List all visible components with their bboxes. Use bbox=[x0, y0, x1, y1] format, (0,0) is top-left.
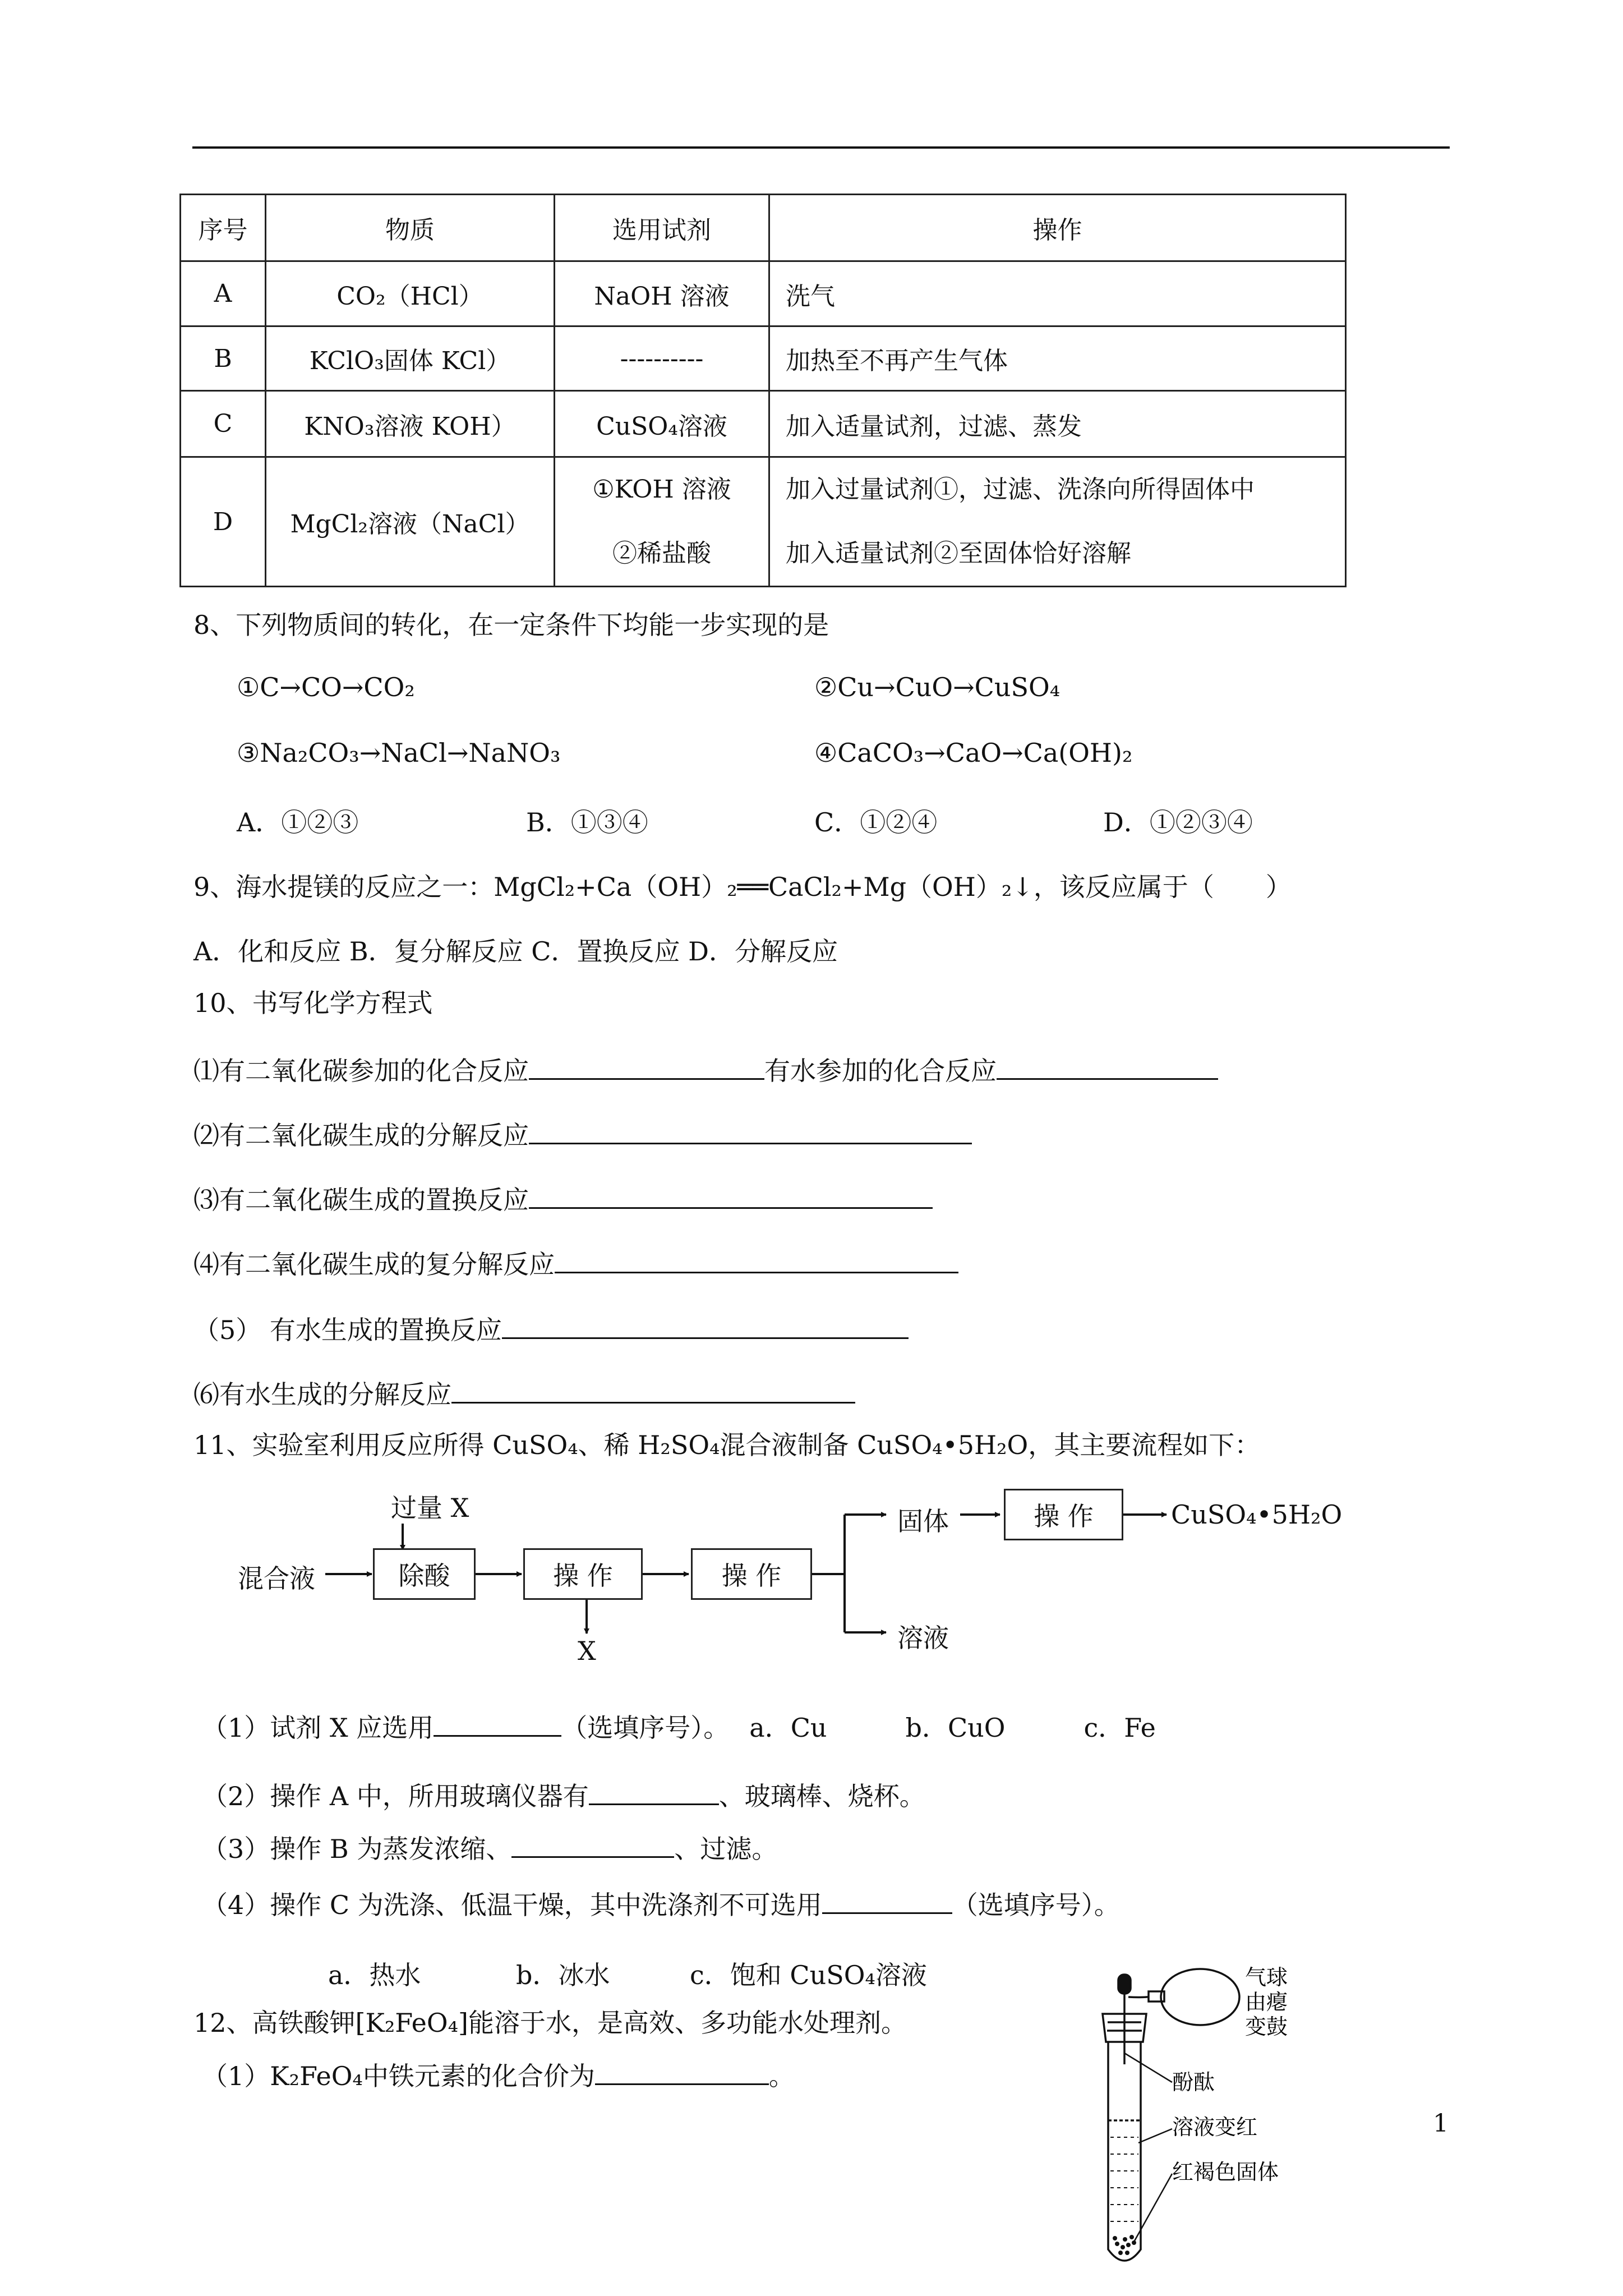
row-id: D bbox=[181, 457, 266, 587]
test-tube bbox=[1108, 2042, 1141, 2261]
q11-sub-2-after: 、玻璃棒、烧杯。 bbox=[718, 1781, 925, 1811]
q9-options: A．化和反应 B．复分解反应 C．置换反应 D．分解反应 bbox=[193, 936, 838, 967]
q11-sub-1-after: （选填序号）。 bbox=[561, 1713, 730, 1743]
flow-solid-label: 固体 bbox=[897, 1506, 949, 1536]
flow-box-step2: 操 作 bbox=[523, 1548, 643, 1600]
operation-2: 加入适量试剂②至固体恰好溶解 bbox=[786, 539, 1131, 568]
q10-part-1a-text: ⑴有二氧化碳参加的化合反应 bbox=[193, 1056, 529, 1086]
test-tube-figure bbox=[1088, 1958, 1357, 2272]
reagent-2: ②稀盐酸 bbox=[612, 539, 711, 568]
q10-part-6-text: ⑹有水生成的分解反应 bbox=[193, 1379, 451, 1410]
table-header: 序号 bbox=[181, 195, 266, 261]
q11-sub-1-opt-b: b．CuO bbox=[905, 1713, 1006, 1743]
q11-sub-1-opt-a: a．Cu bbox=[749, 1713, 827, 1743]
row-id: B bbox=[181, 326, 266, 391]
q11-sub-4-option-c: c．饱和 CuSO₄溶液 bbox=[690, 1960, 927, 1990]
pointer-phenol bbox=[1124, 2053, 1172, 2082]
row-reagent: ---------- bbox=[555, 326, 769, 391]
flow-box-step4: 操 作 bbox=[1004, 1489, 1123, 1540]
operation-1: 加入过量试剂①，过滤、洗涤向所得固体中 bbox=[786, 475, 1255, 504]
pointer-solid bbox=[1133, 2174, 1172, 2244]
red-solution-label: 溶液变红 bbox=[1172, 2115, 1258, 2139]
row-operation: 加热至不再产生气体 bbox=[769, 326, 1346, 391]
row-substance: KClO₃固体 KCl） bbox=[266, 326, 555, 391]
q8-option-d: D．①②③④ bbox=[1103, 807, 1253, 838]
q8-item-3: ③Na₂CO₃→NaCl→NaNO₃ bbox=[237, 738, 561, 768]
q8-item-1: ①C→CO→CO₂ bbox=[237, 672, 415, 702]
answer-blank[interactable] bbox=[589, 1803, 719, 1805]
answer-blank[interactable] bbox=[511, 1856, 674, 1858]
q11-sub-2 bbox=[202, 1776, 925, 1813]
answer-blank[interactable] bbox=[595, 2083, 769, 2085]
row-id: C bbox=[181, 391, 266, 457]
reagent-1: ①KOH 溶液 bbox=[592, 475, 731, 504]
q11-sub-4-text: （4）操作 C 为洗涤、低温干燥，其中洗涤剂不可选用 bbox=[202, 1890, 822, 1920]
q11-sub-3 bbox=[202, 1829, 777, 1866]
q11-sub-4 bbox=[202, 1885, 1120, 1922]
balloon-label-3: 变鼓 bbox=[1245, 2014, 1288, 2039]
q10-part-4-text: ⑷有二氧化碳生成的复分解反应 bbox=[193, 1249, 555, 1280]
q11-sub-1-opt-c: c．Fe bbox=[1083, 1713, 1156, 1743]
row-operation: 洗气 bbox=[769, 261, 1346, 326]
row-substance: CO₂（HCl） bbox=[266, 261, 555, 326]
flow-solution-label: 溶液 bbox=[897, 1623, 949, 1653]
q8-option-a: A．①②③ bbox=[237, 807, 359, 838]
flow-input-label: 混合液 bbox=[238, 1563, 315, 1594]
q11-sub-4-option-a: a．热水 bbox=[328, 1960, 421, 1990]
flow-product-label: CuSO₄•5H₂O bbox=[1171, 1499, 1343, 1530]
table-header: 选用试剂 bbox=[555, 195, 769, 261]
flow-box-step3: 操 作 bbox=[691, 1548, 812, 1600]
q10-part-5-text: （5） 有水生成的置换反应 bbox=[193, 1315, 502, 1345]
balloon-label-2: 由瘪 bbox=[1245, 1990, 1288, 2014]
q11-sub-1 bbox=[202, 1708, 1156, 1745]
q10-part-1b-text: 有水参加的化合反应 bbox=[764, 1056, 997, 1086]
pointer-solution bbox=[1138, 2129, 1172, 2143]
q11-sub-1-text: （1）试剂 X 应选用 bbox=[202, 1713, 434, 1743]
row-reagent: NaOH 溶液 bbox=[555, 261, 769, 326]
q12-sub-1-text: （1）K₂FeO₄中铁元素的化合价为 bbox=[202, 2061, 595, 2091]
q11-sub-4-after: （选填序号）。 bbox=[952, 1890, 1120, 1920]
dropper-bulb bbox=[1118, 1975, 1131, 1994]
flow-box-step1: 除酸 bbox=[373, 1548, 476, 1600]
flow-excess-label: 过量 X bbox=[391, 1493, 469, 1523]
q8-stem: 8、下列物质间的转化，在一定条件下均能一步实现的是 bbox=[193, 610, 829, 640]
q8-item-2: ②Cu→CuO→CuSO₄ bbox=[814, 672, 1061, 702]
q8-option-b: B．①③④ bbox=[526, 807, 648, 838]
balloon-icon bbox=[1161, 1969, 1239, 2025]
red-brown-solid-particles bbox=[1113, 2235, 1136, 2255]
answer-blank[interactable] bbox=[434, 1735, 561, 1737]
phenol-label: 酚酞 bbox=[1172, 2070, 1215, 2095]
page-number: 1 bbox=[1433, 2109, 1449, 2138]
row-substance: MgCl₂溶液（NaCl） bbox=[266, 457, 555, 587]
red-brown-solid-label: 红褐色固体 bbox=[1172, 2160, 1279, 2184]
table-header: 物质 bbox=[266, 195, 555, 261]
q11-sub-3-after: 、过滤。 bbox=[674, 1834, 778, 1864]
q8-option-c: C．①②④ bbox=[814, 807, 938, 838]
balloon-label-1: 气球 bbox=[1245, 1965, 1288, 1990]
q12-sub-1-after: 。 bbox=[768, 2061, 795, 2091]
q11-stem: 11、实验室利用反应所得 CuSO₄、稀 H₂SO₄混合液制备 CuSO₄•5H₂O，其主要流程如下： bbox=[193, 1430, 1261, 1460]
q10-part-2-text: ⑵有二氧化碳生成的分解反应 bbox=[193, 1120, 529, 1151]
answer-blank[interactable] bbox=[822, 1912, 952, 1914]
row-operation: 加入适量试剂，过滤、蒸发 bbox=[769, 391, 1346, 457]
row-id: A bbox=[181, 261, 266, 326]
q11-sub-4-option-b: b．冰水 bbox=[516, 1960, 610, 1990]
table-header: 操作 bbox=[769, 195, 1346, 261]
q8-item-4: ④CaCO₃→CaO→Ca(OH)₂ bbox=[814, 738, 1133, 768]
q10-part-3-text: ⑶有二氧化碳生成的置换反应 bbox=[193, 1185, 529, 1215]
q11-sub-2-text: （2）操作 A 中，所用玻璃仪器有 bbox=[202, 1781, 589, 1811]
q9-stem: 9、海水提镁的反应之一：MgCl₂+Ca（OH）₂══CaCl₂+Mg（OH）₂↓，该反应属于（ ） bbox=[193, 872, 1292, 902]
q12-sub-1 bbox=[202, 2056, 795, 2093]
row-substance: KNO₃溶液 KOH） bbox=[266, 391, 555, 457]
q10-stem: 10、书写化学方程式 bbox=[193, 988, 433, 1018]
q11-sub-3-text: （3）操作 B 为蒸发浓缩、 bbox=[202, 1834, 512, 1864]
flow-x-output: X bbox=[578, 1636, 596, 1666]
row-reagent: CuSO₄溶液 bbox=[555, 391, 769, 457]
q12-stem: 12、高铁酸钾[K₂FeO₄]能溶于水，是高效、多功能水处理剂。 bbox=[193, 2008, 907, 2038]
